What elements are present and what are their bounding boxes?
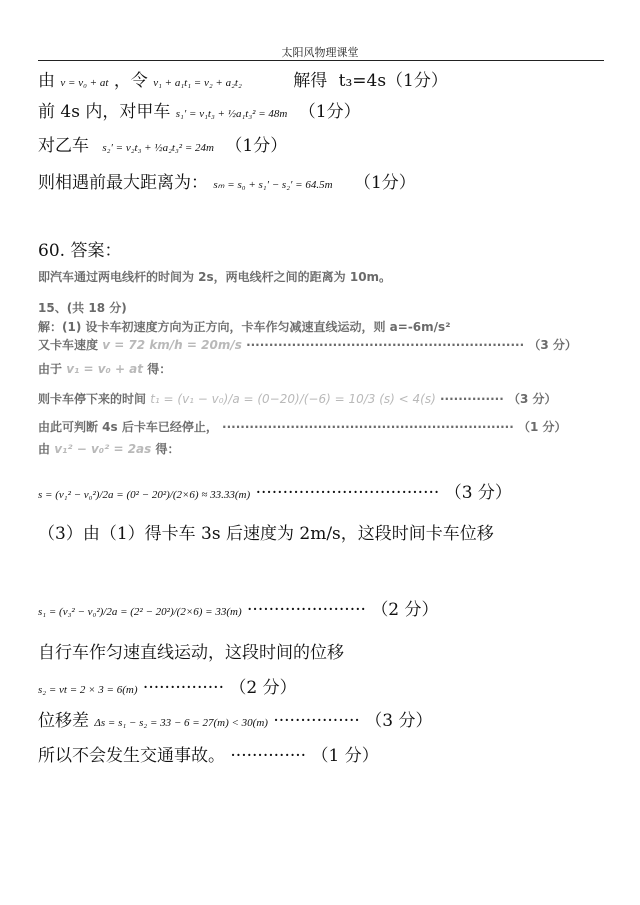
formula: v₁ + a₁t₁ = v₂ + a₂t₂ bbox=[153, 77, 242, 89]
formula: t₁ = (v₁ − v₀)/a = (0−20)/(−6) = 10/3 (s) < 4(s) bbox=[150, 392, 436, 406]
text: ，令 bbox=[113, 71, 148, 91]
formula: s = (v₁² − v₀²)/2a = (0² − 20²)/(2×6) ≈ 33.33(m) bbox=[38, 489, 251, 501]
score: （1分） bbox=[353, 173, 416, 193]
text: 由此可判断 4s 后卡车已经停止， bbox=[38, 420, 218, 434]
formula: s₁ = (v₃² − v₀²)/2a = (2² − 20²)/(2×6) = 33(m) bbox=[38, 606, 242, 618]
eq-line-2 bbox=[38, 97, 361, 122]
text: 对乙车 bbox=[38, 136, 89, 156]
score: （1分） bbox=[225, 136, 288, 156]
eq-line-3 bbox=[38, 131, 287, 156]
score: （3 分） bbox=[507, 392, 557, 406]
formula: v = v₀ + at bbox=[60, 77, 109, 89]
text: 得： bbox=[147, 362, 172, 376]
score: （2 分） bbox=[371, 600, 439, 620]
header-rule bbox=[38, 60, 604, 61]
dot-leader: ················ bbox=[273, 711, 360, 731]
text: 则卡车停下来的时间 bbox=[38, 392, 147, 406]
score: （3 分） bbox=[444, 483, 512, 503]
dot-leader: ·············· bbox=[439, 392, 504, 406]
dot-leader: ································································ bbox=[222, 420, 514, 434]
formula: s₂ = vt = 2 × 3 = 6(m) bbox=[38, 684, 138, 696]
score: （1 分） bbox=[311, 746, 379, 766]
text: 位移差 bbox=[38, 711, 89, 731]
eq-line-4 bbox=[38, 168, 416, 193]
text: 前 4s 内，对甲车 bbox=[38, 102, 171, 122]
eq-line-1 bbox=[38, 66, 448, 91]
eq-line-s2 bbox=[38, 673, 297, 698]
eq-line-delta bbox=[38, 706, 432, 731]
text: 所以不会发生交通事故。 bbox=[38, 746, 225, 766]
eq-line-s1 bbox=[38, 595, 439, 620]
dot-leader: ·············· bbox=[230, 746, 307, 766]
score: （2 分） bbox=[229, 678, 297, 698]
formula: Δs = s₁ − s₂ = 33 − 6 = 27(m) < 30(m) bbox=[94, 717, 268, 729]
scan-line-2: 15、(共 18 分) bbox=[38, 301, 127, 315]
scan-line-8 bbox=[38, 440, 179, 457]
text: 由 bbox=[38, 442, 51, 456]
page-header: 太阳风物理课堂 bbox=[281, 46, 359, 59]
answer: t₃=4s（1分） bbox=[338, 71, 448, 91]
text: 又卡车速度 bbox=[38, 338, 99, 352]
formula: v = 72 km/h = 20m/s bbox=[102, 338, 242, 352]
text-line-bicycle: 自行车作匀速直线运动，这段时间的位移 bbox=[38, 643, 344, 663]
formula: v₁² − v₀² = 2as bbox=[54, 442, 152, 456]
eq-line-s bbox=[38, 478, 512, 503]
formula: v₁ = v₀ + at bbox=[66, 362, 144, 376]
dot-leader: ··············· bbox=[142, 678, 224, 698]
text: 解得 bbox=[293, 71, 328, 91]
dot-leader: ·································· bbox=[255, 483, 440, 503]
text: 由 bbox=[38, 71, 55, 91]
score: （3 分） bbox=[528, 338, 577, 352]
score: （1 分） bbox=[517, 420, 567, 434]
dot-leader: ······················ bbox=[247, 600, 366, 620]
score: （3 分） bbox=[365, 711, 433, 731]
text: 则相遇前最大距离为： bbox=[38, 173, 208, 193]
formula: sₘ = s₀ + s₁′ − s₂′ = 64.5m bbox=[213, 179, 333, 191]
scan-line-1: 即汽车通过两电线杆的时间为 2s，两电线杆之间的距离为 10m。 bbox=[38, 270, 392, 284]
question-60-label: 60. 答案： bbox=[38, 241, 122, 261]
score: （1分） bbox=[298, 102, 361, 122]
scan-line-3: 解：(1) 设卡车初速度方向为正方向，卡车作匀减速直线运动，则 a=-6m/s² bbox=[38, 320, 451, 334]
scan-line-6 bbox=[38, 390, 557, 407]
scan-line-5 bbox=[38, 360, 171, 377]
scan-line-7 bbox=[38, 418, 567, 435]
text-line-part3: （3）由（1）得卡车 3s 后速度为 2m/s，这段时间卡车位移 bbox=[38, 524, 494, 544]
text: 由于 bbox=[38, 362, 63, 376]
text: 得： bbox=[155, 442, 180, 456]
conclusion-line bbox=[38, 741, 379, 766]
formula: s₂′ = v₂t₃ + ½a₂t₃² = 24m bbox=[102, 142, 214, 154]
scan-line-4 bbox=[38, 336, 577, 353]
dot-leader: ····························································· bbox=[246, 338, 525, 352]
formula: s₁′ = v₁t₃ + ½a₁t₃² = 48m bbox=[175, 108, 288, 120]
